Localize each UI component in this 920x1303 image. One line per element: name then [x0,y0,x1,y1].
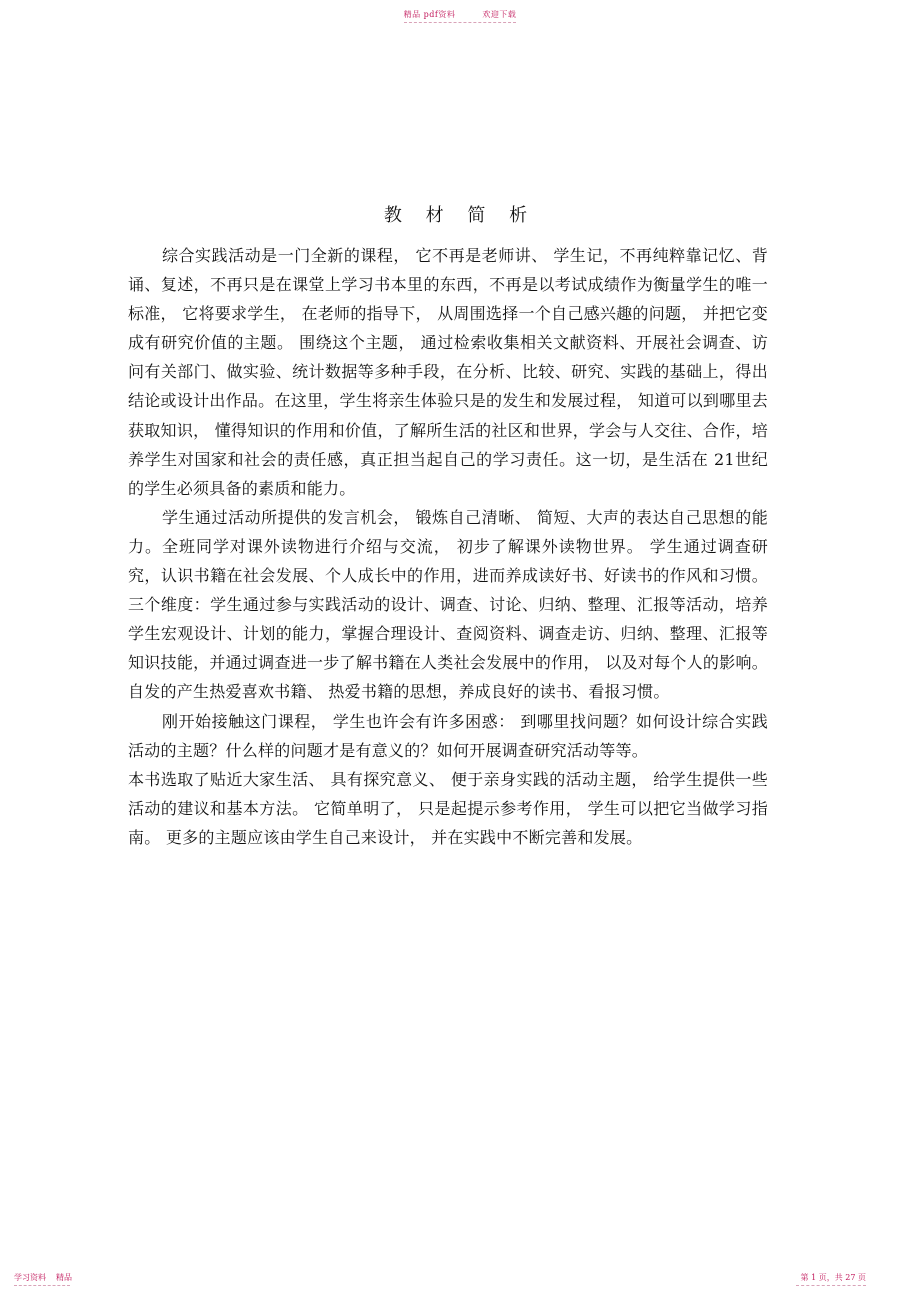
header-divider [404,22,516,23]
paragraph-4: 本书选取了贴近大家生活、 具有探究意义、 便于亲身实践的活动主题， 给学生提供一些活动的建议和基本方法。 它简单明了， 只是起提示参考作用， 学生可以把它当做学习指南。 更多的主题应该由学生自己来设计， 并在实践中不断完善和发展。 [128,769,768,847]
paragraph-3: 刚开始接触这门课程， 学生也许会有许多困惑： 到哪里找问题？如何设计综合实践活动的主题？什么样的问题才是有意义的？如何开展调查研究活动等等。 [128,711,768,760]
footer-right-divider [796,1285,866,1286]
paragraph-1: 综合实践活动是一门全新的课程， 它不再是老师讲、 学生记，不再纯粹靠记忆、背诵、复述，不再只是在课堂上学习书本里的东西，不再是以考试成绩作为衡量学生的唯一标准， 它将要求学生， 在老师的指导下， 从周围选择一个自己感兴趣的问题， 并把它变成有研究价值的主题。 围绕这个主题， 通过检索收集相关文献资料、开展社会调查、访问有关部门、做实验、统计数据等多种手段，在分析、比较、研究、实践的基础上，得出结论或设计出作品。在这里，学生将亲生体验只是的发生和发展过程， 知道可以到哪里去获取知识， 懂得知识的作用和价值，了解所生活的社区和世界，学会与人交往、合作，培养学生对国家和社会的责任感，真正担当起自己的学习责任。这一切，是生活在 21世纪的学生必须具备的素质和能力。 [128,246,768,498]
document-body [128,241,768,852]
document-title: 教 材 简 析 [383,205,537,226]
footer-left-label-2: 精品 [56,1273,72,1282]
paragraph-2: 学生通过活动所提供的发言机会， 锻炼自己清晰、 简短、大声的表达自己思想的能力。全班同学对课外读物进行介绍与交流， 初步了解课外读物世界。 学生通过调查研究，认识书籍在社会发展、个人成长中的作用，进而养成读好书、好读书的作风和习惯。三个维度：学生通过参与实践活动的设计、调查、讨论、归纳、整理、汇报等活动，培养学生宏观设计、计划的能力，掌握合理设计、查阅资料、调查走访、归纳、整理、汇报等知识技能，并通过调查进一步了解书籍在人类社会发展中的作用， 以及对每个人的影响。 自发的产生热爱喜欢书籍、 热爱书籍的思想，养成良好的读书、看报习惯。 [128,507,768,702]
header-right-text: 欢迎下载 [482,10,517,19]
page-header [0,9,920,20]
footer-left-label: 学习资料 [14,1273,46,1282]
footer-left-divider [14,1285,70,1286]
footer-left [14,1272,72,1283]
page-number: 第 1 页，共 27 页 [800,1273,866,1282]
header-left-text: 精品 pdf资料 [403,10,456,19]
